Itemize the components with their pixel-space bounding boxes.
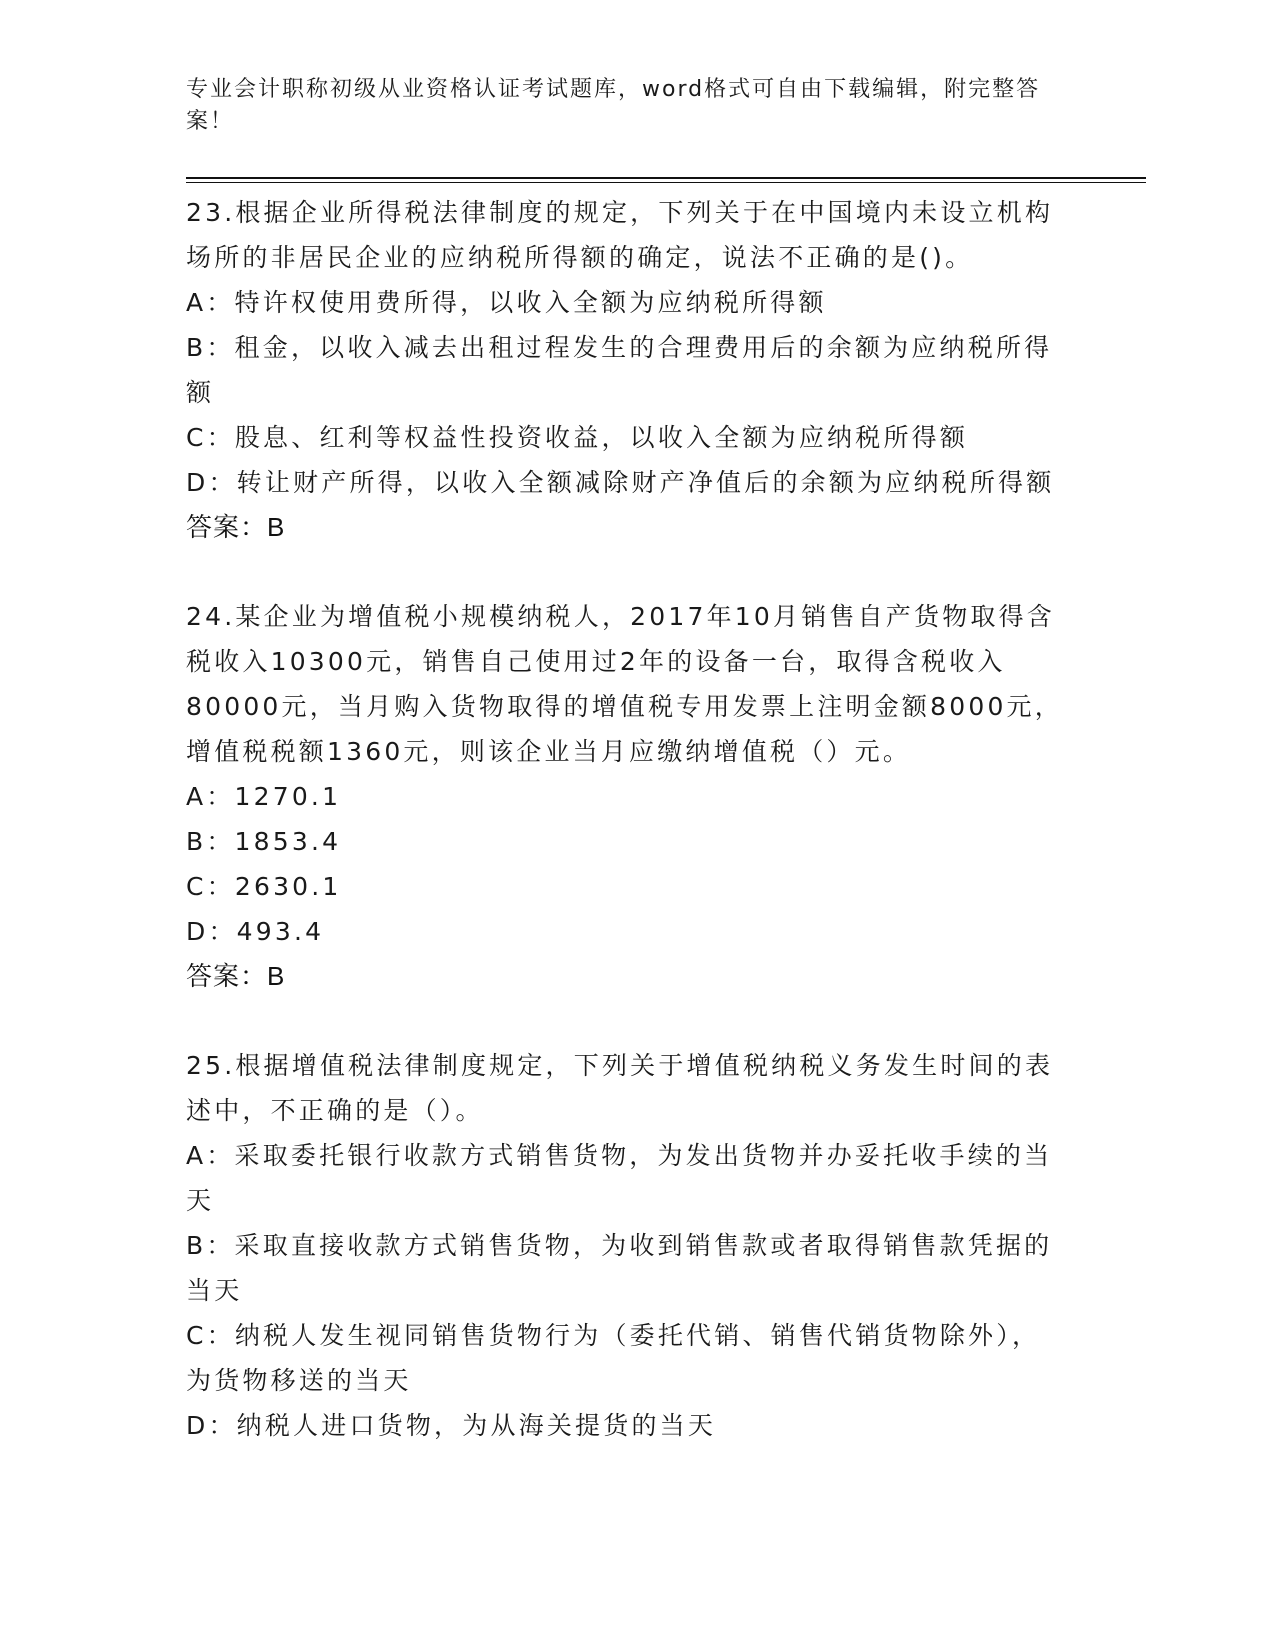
- option-a: A：特许权使用费所得，以收入全额为应纳税所得额: [186, 288, 827, 317]
- document-header: 专业会计职称初级从业资格认证考试题库，word格式可自由下载编辑，附完整答案！: [186, 77, 1041, 134]
- option-a: A：采取委托银行收款方式销售货物，为发出货物并办妥托收手续的当天: [186, 1141, 1053, 1215]
- question-23: [186, 190, 1066, 550]
- option-c: C：2630.1: [186, 872, 342, 901]
- question-list: [186, 190, 1066, 1448]
- question-gap: [186, 999, 1066, 1043]
- question-stem: 25.根据增值税法律制度规定，下列关于增值税纳税义务发生时间的表述中，不正确的是（）。: [186, 1051, 1054, 1125]
- option-b: B：1853.4: [186, 827, 342, 856]
- option-c: C：股息、红利等权益性投资收益，以收入全额为应纳税所得额: [186, 423, 969, 452]
- header-divider-thin: [186, 182, 1146, 183]
- option-d: D：纳税人进口货物，为从海关提货的当天: [186, 1411, 717, 1440]
- option-b: B：采取直接收款方式销售货物，为收到销售款或者取得销售款凭据的当天: [186, 1231, 1053, 1305]
- question-stem: 24.某企业为增值税小规模纳税人，2017年10月销售自产货物取得含税收入10300元，销售自己使用过2年的设备一台，取得含税收入80000元，当月购入货物取得的增值税专用发票上注明金额8000元，增值税税额1360元，则该企业当月应缴纳增值税（）元。: [186, 602, 1063, 766]
- document-page: [186, 0, 1146, 1650]
- option-d: D：493.4: [186, 917, 325, 946]
- option-d: D：转让财产所得，以收入全额减除财产净值后的余额为应纳税所得额: [186, 468, 1055, 497]
- question-gap: [186, 550, 1066, 594]
- question-stem: 23.根据企业所得税法律制度的规定，下列关于在中国境内未设立机构场所的非居民企业的应纳税所得额的确定，说法不正确的是()。: [186, 198, 1054, 272]
- option-c: C：纳税人发生视同销售货物行为（委托代销、销售代销货物除外），为货物移送的当天: [186, 1321, 1041, 1395]
- answer: 答案：B: [186, 961, 286, 991]
- question-25: [186, 1043, 1066, 1448]
- header-divider-thick: [186, 177, 1146, 179]
- option-b: B：租金，以收入减去出租过程发生的合理费用后的余额为应纳税所得额: [186, 333, 1053, 407]
- answer: 答案：B: [186, 512, 286, 542]
- option-a: A：1270.1: [186, 782, 342, 811]
- question-24: [186, 594, 1066, 999]
